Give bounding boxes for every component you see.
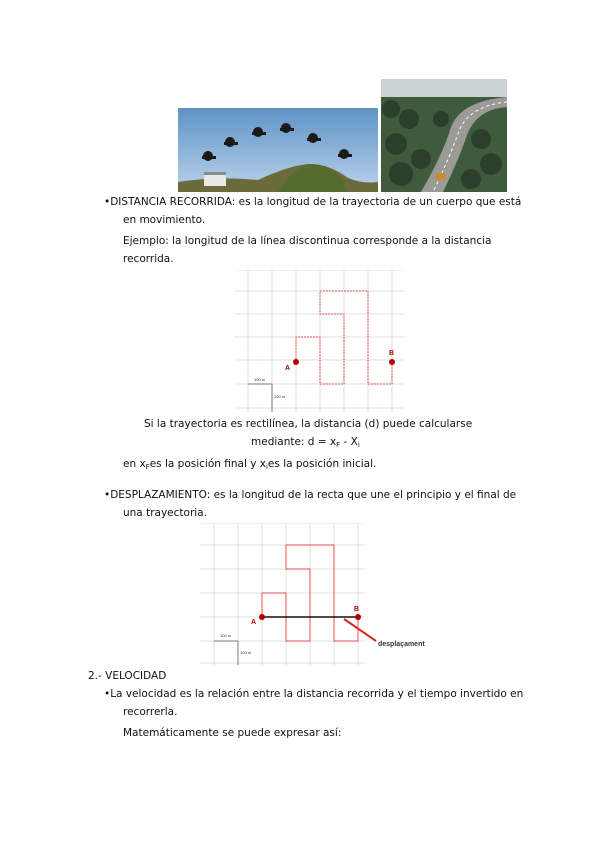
displacement-pointer	[344, 619, 376, 641]
ejemplo-line2: recorrida.	[123, 253, 174, 265]
distancia-definition: es la longitud de la trayectoria de un cuerpo que está	[235, 196, 522, 208]
velocidad-definition-line2: recorrerla.	[123, 706, 178, 718]
point-b-marker	[355, 614, 361, 620]
scale-label-horizontal: 100 m	[254, 377, 266, 382]
desplazamiento-definition: es la longitud de la recta que une el principio y el final de	[210, 489, 517, 501]
distancia-definition-line2: en movimiento.	[123, 214, 206, 226]
formula-line1: Si la trayectoria es rectilínea, la distancia (d) puede calcularse	[144, 418, 473, 430]
velocidad-math-line: Matemáticamente se puede expresar así:	[123, 727, 342, 739]
point-b-label: B	[389, 350, 395, 357]
point-a-label: A	[285, 365, 291, 372]
point-b-marker	[389, 359, 395, 365]
scale-label-vertical: 100 m	[240, 650, 252, 655]
highway-photo	[381, 79, 507, 192]
distancia-heading: DISTANCIA RECORRIDA:	[110, 196, 236, 208]
scale-label-horizontal: 100 m	[220, 633, 232, 638]
distancia-definition-line1	[104, 195, 521, 209]
formula-explanation: en $x_Fes$ la posición final y $x_ies$ la posición inicial.	[123, 458, 377, 471]
trajectory-diagram-displacement	[200, 523, 440, 665]
point-a-label: A	[251, 619, 257, 626]
point-a-marker	[259, 614, 265, 620]
displacement-label: desplaçament	[378, 641, 425, 648]
trajectory-diagram-distance	[234, 270, 404, 412]
motocross-photo	[178, 108, 378, 192]
section-title-velocidad: 2.- VELOCIDAD	[88, 670, 167, 682]
velocidad-definition-line1: •La velocidad es la relación entre la distancia recorrida y el tiempo invertido en	[104, 688, 524, 700]
bullet: •	[104, 196, 111, 208]
bullet: •	[104, 489, 111, 501]
desplazamiento-definition-line1	[104, 488, 516, 502]
formula-line2: mediante: $d = x_F - X_i$	[251, 436, 360, 449]
desplazamiento-definition-line2: una trayectoria.	[123, 507, 207, 519]
point-a-marker	[293, 359, 299, 365]
desplazamiento-heading: DESPLAZAMIENTO:	[110, 489, 211, 501]
bullet: •	[104, 688, 111, 700]
scale-label-vertical: 100 m	[274, 394, 286, 399]
ejemplo-line1: Ejemplo: la longitud de la línea discontinua corresponde a la distancia	[123, 235, 492, 247]
point-b-label: B	[354, 606, 360, 613]
